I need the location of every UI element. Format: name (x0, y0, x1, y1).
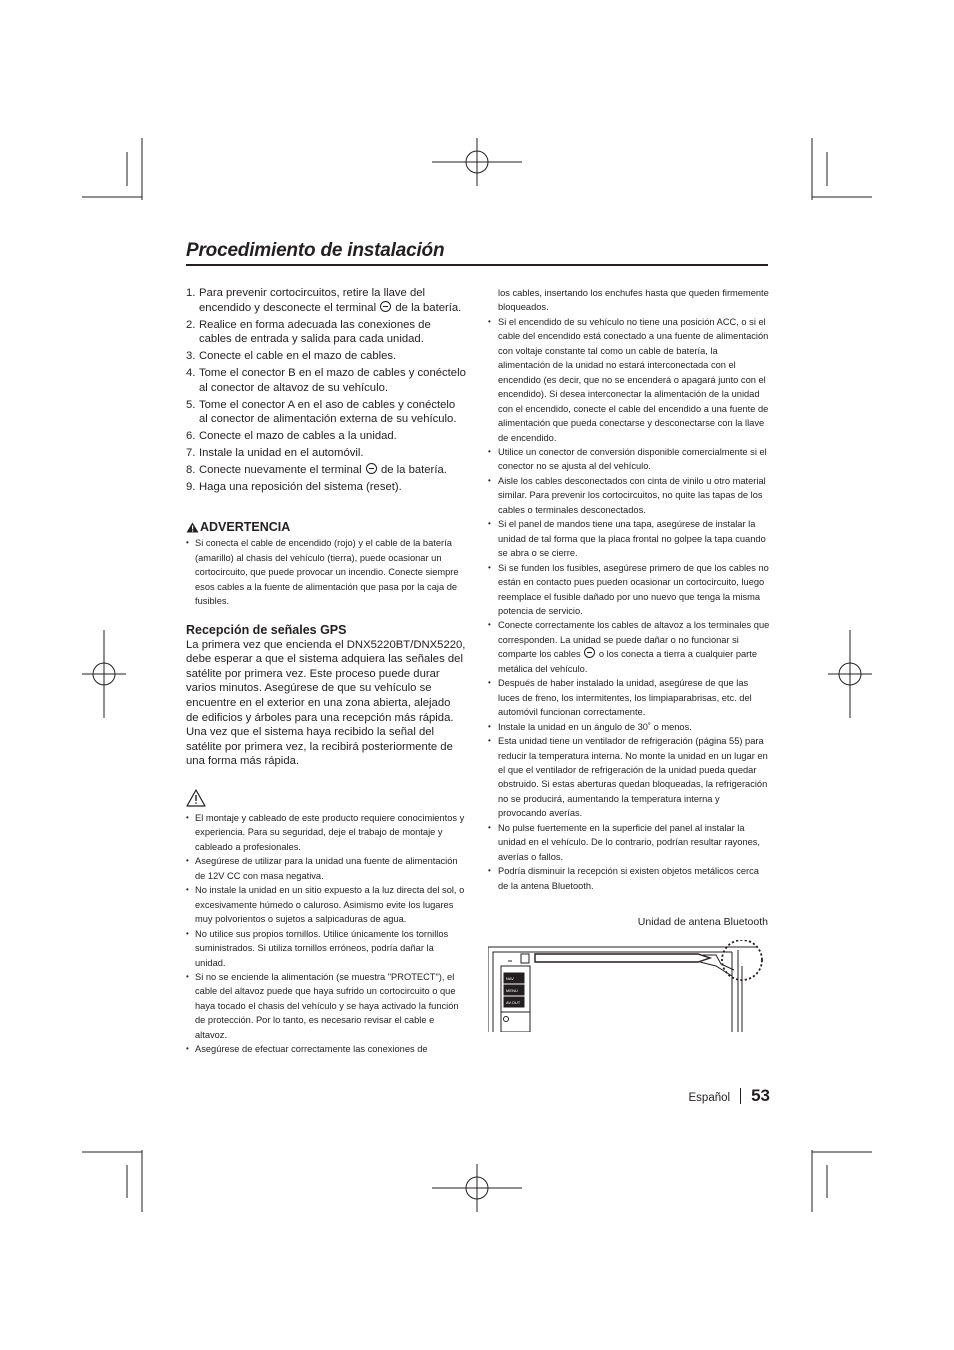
step-tail: de la batería. (395, 301, 462, 314)
page-footer (655, 1086, 770, 1106)
step-tail: de la batería. (380, 463, 447, 476)
step-item (186, 429, 466, 444)
negative-terminal-icon (366, 463, 377, 474)
step-number: 3. (186, 350, 196, 363)
step-text: Conecte nuevamente el terminal (199, 463, 362, 476)
caution-list (186, 811, 466, 1057)
step-text: Haga una reposición del sistema (reset). (199, 480, 402, 493)
step-number: 1. (186, 287, 196, 299)
step-text: Conecte el mazo de cables a la unidad. (199, 430, 397, 443)
caution-item: • Podría disminuir la recepción si existen objetos metálicos cerca de la antena Bluetooth. (488, 864, 770, 893)
nav-button-label: NAV (506, 976, 514, 981)
step-item (186, 398, 466, 428)
step-item (186, 286, 466, 316)
figure-caption: Unidad de antena Bluetooth (637, 916, 768, 928)
page-title: Procedimiento de instalación (186, 240, 445, 261)
installation-steps (186, 286, 466, 494)
title-underline (186, 264, 768, 266)
footer-separator (740, 1088, 741, 1104)
gps-paragraph: La primera vez que encienda el DNX5220BT/DNX5220, debe esperar a que el sistema adquiera las señales del satélite por primera vez. Este proceso puede durar varios minutos. Asegúrese de que su vehículo se encuentre en el exterior en una zona abierta, alejado de edificios y árboles para una recepción más rápida. Una vez que el sistema haya recibido la señal del satélite por primera vez, la recibirá posteriormente de una forma más rápida. (186, 638, 466, 768)
step-text: Tome el conector B en el mazo de cables y conéctelo al conector de altavoz de su vehículo. (199, 366, 466, 394)
step-text: Instale la unidad en el automóvil. (199, 446, 364, 459)
caution-list-continued (488, 315, 770, 893)
step-item (186, 463, 466, 478)
step-item (186, 446, 466, 461)
step-item (186, 480, 466, 495)
warning-heading-text: ADVERTENCIA (200, 520, 291, 535)
caution-item: • No pulse fuertemente en la superficie del panel al instalar la unidad en el vehículo. De lo contrario, podrían resultar rayones, averías o fallos. (488, 821, 770, 864)
negative-terminal-icon (380, 301, 391, 312)
step-number: 7. (186, 446, 196, 459)
step-text: Para prevenir cortocircuitos, retire la llave del encendido y desconecte el terminal (199, 287, 426, 314)
warning-icon (186, 522, 199, 533)
step-number: 8. (186, 463, 196, 476)
speaker-tail: o los conecta a tierra a cualquier parte metálica del vehículo. (498, 649, 758, 674)
step-number: 4. (186, 366, 196, 379)
speaker-text: Conecte correctamente los cables de altavoz a los terminales que corresponden. La unidad se puede dañar o no funcionar si comparte los cables (498, 620, 770, 660)
warning-item: • Si conecta el cable de encendido (rojo) y el cable de la batería (amarillo) al chasis del vehículo (tierra), puede ocasionar un cortocircuito, que puede provocar un incendio. Conecte siempre esos cables a la fuente de alimentación que pasa por la caja de fusibles. (186, 536, 466, 608)
caution-item: • Asegúrese de utilizar para la unidad una fuente de alimentación de 12V CC con masa negativa. (186, 854, 466, 883)
caution-item: • Esta unidad tiene un ventilador de refrigeración (página 55) para reducir la temperatura interna. No monte la unidad en un lugar en el que el ventilador de refrigeración de la unidad pueda quedar obstruido. Si estas aberturas quedan bloqueadas, la refrigeración no se producirá, aumentando la temperatura interna y provocando averías. (488, 734, 770, 821)
left-column (186, 286, 466, 1057)
caution-item: • Utilice un conector de conversión disponible comercialmente si el conector no se ajusta al del vehículo. (488, 445, 770, 474)
step-number: 9. (186, 480, 196, 493)
caution-item: • Si se funden los fusibles, asegúrese primero de que los cables no están en contacto pues pueden ocasionar un cortocircuito, luego reemplace el fusible dañado por uno nuevo que tenga la misma potencia de servicio. (488, 561, 770, 619)
caution-item: • Si el encendido de su vehículo no tiene una posición ACC, o si el cable del encendido está conectado a una fuente de alimentación con voltaje constante tal como un cable de batería, la alimentación de la unidad no estará interconectada con el encendido (es decir, que no se encenderá o apagará junto con el encendido). Si desea interconectar la alimentación de la unidad con el encendido, conecte el cable del encendido a una fuente de alimentación que pueda conectarse y desconectarse con la llave de encendido. (488, 315, 770, 445)
step-text: Conecte el cable en el mazo de cables. (199, 350, 397, 363)
step-number: 5. (186, 398, 196, 411)
step-item (186, 318, 466, 348)
caution-item: • Después de haber instalado la unidad, asegúrese de que las luces de freno, los intermitentes, los limpiaparabrisas, etc. del automóvil funcionan correctamente. (488, 676, 770, 719)
caution-icon (186, 789, 206, 807)
caution-item: • Instale la unidad en un ángulo de 30˚ o menos. (488, 720, 770, 734)
warning-heading (186, 520, 466, 534)
step-item (186, 349, 466, 364)
caution-item: • No instale la unidad en un sitio expuesto a la luz directa del sol, o excesivamente húmedo o caluroso. Asimismo evite los lugares muy polvorientos o sujetos a salpicaduras de agua. (186, 883, 466, 926)
page-number: 53 (751, 1086, 770, 1105)
caution-item: • No utilice sus propios tornillos. Utilice únicamente los tornillos suministrados. Si utiliza tornillos erróneos, podría dañar la unidad. (186, 927, 466, 970)
step-text: Realice en forma adecuada las conexiones de cables de entrada y salida para cada unidad. (199, 318, 431, 346)
step-item (186, 366, 466, 396)
bluetooth-antenna-figure (488, 940, 768, 1032)
avout-button-label: AV.OUT (506, 1000, 521, 1005)
gps-heading: Recepción de señales GPS (186, 622, 347, 637)
step-text: Tome el conector A en el aso de cables y conéctelo al conector de alimentación externa de su vehículo. (199, 398, 457, 426)
menu-button-label: MENU (506, 988, 518, 993)
caution-continuation: los cables, insertando los enchufes hasta que queden firmemente bloqueados. (498, 288, 769, 313)
footer-language: Español (688, 1092, 731, 1104)
caution-item (488, 618, 770, 676)
caution-item: • El montaje y cableado de este producto requiere conocimientos y experiencia. Para su seguridad, deje el trabajo de montaje y cableado a profesionales. (186, 811, 466, 854)
step-number: 6. (186, 430, 196, 443)
caution-item: • Si el panel de mandos tiene una tapa, asegúrese de instalar la unidad de tal forma que la placa frontal no golpee la tapa cuando se abra o se cierre. (488, 517, 770, 560)
warning-list (186, 536, 466, 608)
right-column (488, 286, 770, 893)
caution-item: • Asegúrese de efectuar correctamente las conexiones de (186, 1042, 466, 1056)
caution-item: • Si no se enciende la alimentación (se muestra "PROTECT"), el cable del altavoz puede que haya sufrido un cortocircuito o que haya tocado el chasis del vehículo y se haya activado la función de protección. Por lo tanto, es necesario revisar el cable e altavoz. (186, 970, 466, 1042)
negative-terminal-icon (584, 647, 595, 658)
caution-item: • Aisle los cables desconectados con cinta de vinilo u otro material similar. Para prevenir los cortocircuitos, no quite las tapas de los cables o terminales desconectados. (488, 474, 770, 517)
step-number: 2. (186, 318, 196, 331)
